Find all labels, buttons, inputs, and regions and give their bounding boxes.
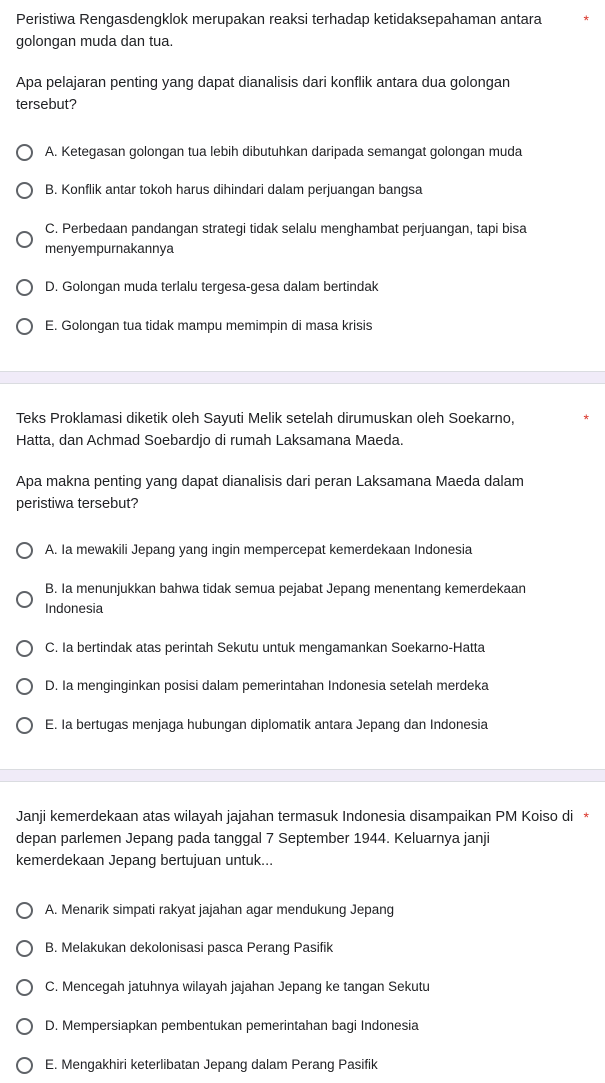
required-asterisk: * (583, 12, 589, 28)
option-d[interactable] (14, 1016, 589, 1036)
option-d[interactable] (14, 277, 589, 297)
option-label: A. Ketegasan golongan tua lebih dibutuhkan daripada semangat golongan muda (45, 144, 523, 159)
radio-button[interactable] (16, 1018, 33, 1035)
option-c[interactable] (14, 977, 589, 997)
question-stimulus: Janji kemerdekaan atas wilayah jajahan termasuk Indonesia disampaikan PM Koiso di depan parlemen Jepang pada tanggal 7 September 1944. Keluarnya janji kemerdekaan Jepang bertujuan untuk... (16, 809, 574, 869)
option-a[interactable] (14, 900, 589, 920)
option-b[interactable] (14, 938, 589, 958)
option-e[interactable] (14, 1055, 589, 1075)
option-label: A. Ia mewakili Jepang yang ingin mempercepat kemerdekaan Indonesia (45, 542, 473, 557)
section-divider (0, 371, 605, 384)
option-label: D. Golongan muda terlalu tergesa-gesa dalam bertindak (45, 279, 379, 294)
radio-button[interactable] (16, 979, 33, 996)
option-label: D. Mempersiapkan pembentukan pemerintahan bagi Indonesia (45, 1018, 419, 1033)
option-d[interactable] (14, 676, 589, 696)
option-label: B. Ia menunjukkan bahwa tidak semua pejabat Jepang menentang kemerdekaan Indonesia (45, 581, 526, 616)
radio-button[interactable] (16, 717, 33, 734)
radio-button[interactable] (16, 940, 33, 957)
section-divider (0, 769, 605, 782)
option-label: C. Perbedaan pandangan strategi tidak selalu menghambat perjuangan, tapi bisa menyempurnakannya (45, 221, 527, 256)
radio-button[interactable] (16, 542, 33, 559)
radio-button[interactable] (16, 182, 33, 199)
option-a[interactable] (14, 540, 589, 560)
option-label: C. Mencegah jatuhnya wilayah jajahan Jepang ke tangan Sekutu (45, 979, 430, 994)
option-c[interactable] (14, 219, 562, 259)
option-label: E. Golongan tua tidak mampu memimpin di masa krisis (45, 318, 373, 333)
radio-button[interactable] (16, 640, 33, 657)
option-e[interactable] (14, 715, 589, 735)
option-b[interactable] (14, 180, 589, 200)
option-c[interactable] (14, 638, 589, 658)
option-b[interactable] (14, 579, 562, 619)
radio-button[interactable] (16, 902, 33, 919)
radio-button[interactable] (16, 678, 33, 695)
option-a[interactable] (14, 142, 589, 162)
radio-button[interactable] (16, 318, 33, 335)
option-label: E. Ia bertugas menjaga hubungan diplomatik antara Jepang dan Indonesia (45, 717, 488, 732)
question-stimulus: Teks Proklamasi diketik oleh Sayuti Melik setelah dirumuskan oleh Soekarno, Hatta, dan Achmad Soebardjo di rumah Laksamana Maeda. (16, 411, 515, 449)
radio-button[interactable] (16, 1057, 33, 1074)
question-card-3 (0, 782, 605, 1083)
question-prompt: Apa pelajaran penting yang dapat dianalisis dari konflik antara dua golongan tersebut? (16, 75, 511, 113)
option-label: C. Ia bertindak atas perintah Sekutu untuk mengamankan Soekarno-Hatta (45, 640, 485, 655)
option-label: D. Ia menginginkan posisi dalam pemerintahan Indonesia setelah merdeka (45, 678, 489, 693)
radio-button[interactable] (16, 231, 33, 248)
radio-button[interactable] (16, 279, 33, 296)
required-asterisk: * (583, 809, 589, 825)
option-label: E. Mengakhiri keterlibatan Jepang dalam Perang Pasifik (45, 1057, 378, 1072)
option-label: B. Konflik antar tokoh harus dihindari dalam perjuangan bangsa (45, 182, 423, 197)
question-prompt: Apa makna penting yang dapat dianalisis dari peran Laksamana Maeda dalam peristiwa tersebut? (16, 474, 524, 512)
option-label: A. Menarik simpati rakyat jajahan agar mendukung Jepang (45, 902, 395, 917)
question-card-2 (0, 384, 605, 769)
option-e[interactable] (14, 316, 589, 336)
radio-button[interactable] (16, 144, 33, 161)
required-asterisk: * (583, 411, 589, 427)
radio-button[interactable] (16, 591, 33, 608)
question-card-1 (0, 0, 605, 371)
option-label: B. Melakukan dekolonisasi pasca Perang Pasifik (45, 940, 334, 955)
question-stimulus: Peristiwa Rengasdengklok merupakan reaksi terhadap ketidaksepahaman antara golongan muda dan tua. (16, 12, 542, 50)
